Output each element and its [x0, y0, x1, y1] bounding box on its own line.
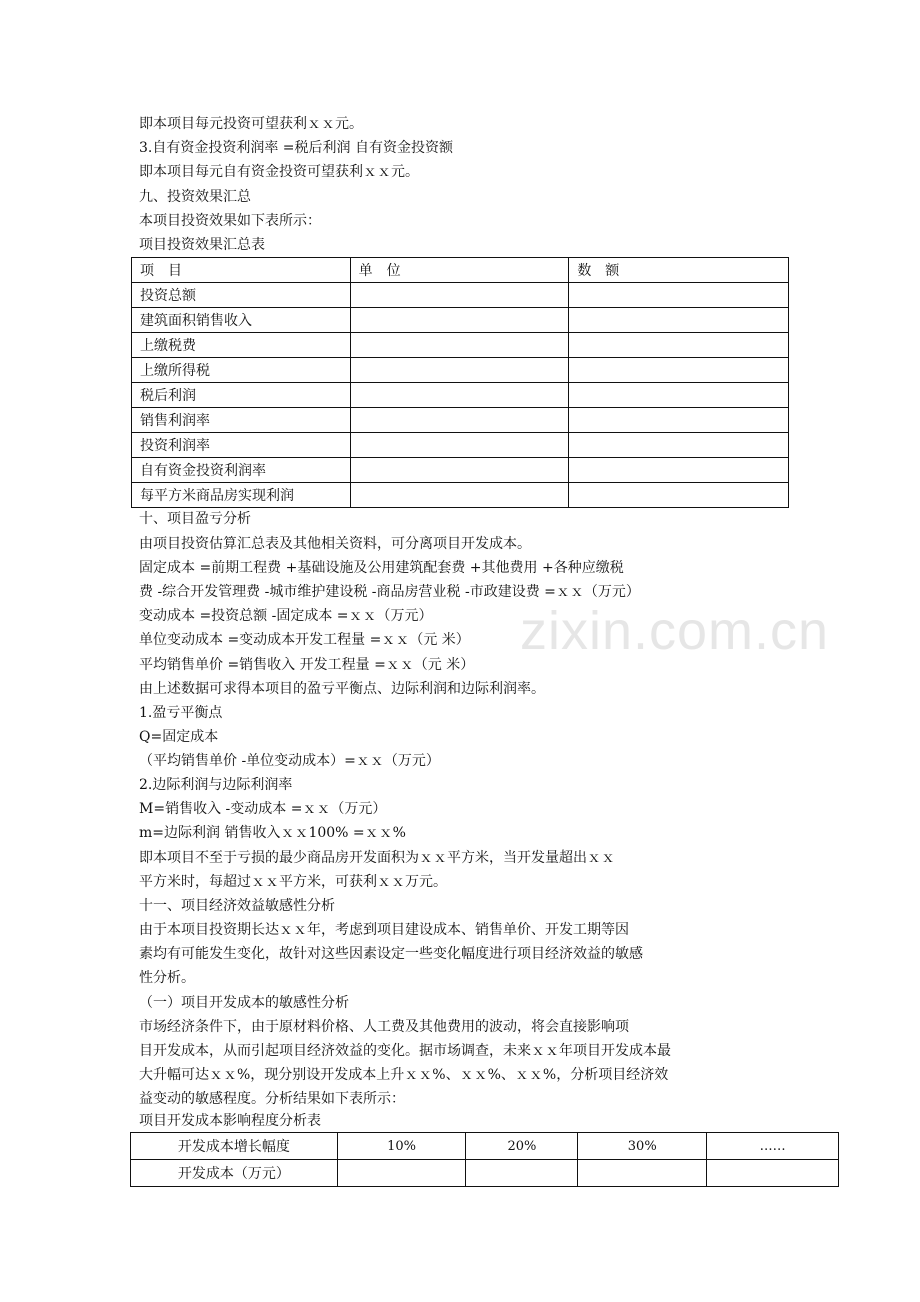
formula-line: 固定成本 =前期工程费 +基础设施及公用建筑配套费 +其他费用 +各种应缴税: [139, 560, 624, 576]
formula-line: 费 -综合开发管理费 -城市维护建设税 -商品房营业税 -市政建设费 =ｘｘ（万元）: [139, 584, 640, 600]
table-cell: 20%: [466, 1133, 578, 1160]
table-row: [132, 358, 789, 383]
row-label: 每平方米商品房实现利润: [132, 483, 351, 508]
table-cell: 10%: [337, 1133, 466, 1160]
table-row: [131, 1133, 839, 1160]
table-cell: [337, 1160, 466, 1187]
table-row: [132, 333, 789, 358]
table-caption: 项目投资效果汇总表: [139, 237, 265, 253]
amount-cell: [569, 283, 789, 308]
text-line: 益变动的敏感程度。分析结果如下表所示：: [139, 1091, 405, 1107]
formula-line: M=销售收入 -变动成本 =ｘｘ（万元）: [139, 801, 387, 817]
text-line: 平方米时，每超过ｘｘ平方米，可获利ｘｘ万元。: [139, 874, 447, 890]
amount-cell: [569, 383, 789, 408]
row-label: 上缴所得税: [132, 358, 351, 383]
formula-line: 单位变动成本 =变动成本开发工程量 =ｘｘ（元 米）: [139, 632, 470, 648]
table-row: [132, 458, 789, 483]
amount-cell: [569, 458, 789, 483]
text-line: 由项目投资估算汇总表及其他相关资料，可分离项目开发成本。: [139, 536, 531, 552]
table-cell: ……: [707, 1133, 839, 1160]
table-row: [132, 308, 789, 333]
row-label: 投资利润率: [132, 433, 351, 458]
row-label: 开发成本增长幅度: [131, 1133, 338, 1160]
text-line: 3.自有资金投资利润率 =税后利润 自有资金投资额: [139, 140, 453, 156]
table-caption: 项目开发成本影响程度分析表: [139, 1113, 321, 1129]
table-row: [131, 1160, 839, 1187]
header-amount: 数 额: [569, 258, 789, 283]
header-unit: 单 位: [350, 258, 569, 283]
row-label: 上缴税费: [132, 333, 351, 358]
text-line: 性分析。: [139, 970, 195, 986]
table-header-row: [132, 258, 789, 283]
subheading: 1.盈亏平衡点: [139, 705, 223, 721]
table-row: [132, 483, 789, 508]
cost-sensitivity-table: [130, 1132, 839, 1187]
table-cell: [707, 1160, 839, 1187]
formula-line: 平均销售单价 =销售收入 开发工程量 =ｘｘ（元 米）: [139, 657, 475, 673]
unit-cell: [350, 458, 569, 483]
row-label: 投资总额: [132, 283, 351, 308]
text-line: 即本项目每元自有资金投资可望获利ｘｘ元。: [139, 164, 419, 180]
amount-cell: [569, 308, 789, 333]
row-label: 开发成本（万元）: [131, 1160, 338, 1187]
header-item: 项 目: [132, 258, 351, 283]
investment-summary-table: [131, 257, 789, 508]
table-cell: [578, 1160, 707, 1187]
watermark: zixin.com.cn: [520, 601, 830, 661]
formula-line: （平均销售单价 -单位变动成本）=ｘｘ（万元）: [139, 753, 440, 769]
text-line: 市场经济条件下，由于原材料价格、人工费及其他费用的波动，将会直接影响项: [139, 1019, 629, 1035]
table-cell: [466, 1160, 578, 1187]
section-heading: 九、投资效果汇总: [139, 189, 251, 205]
unit-cell: [350, 383, 569, 408]
text-line: 目开发成本，从而引起项目经济效益的变化。据市场调查，未来ｘｘ年项目开发成本最: [139, 1043, 671, 1059]
subheading: （一）项目开发成本的敏感性分析: [139, 995, 349, 1011]
subheading: 2.边际利润与边际利润率: [139, 777, 293, 793]
text-line: 大升幅可达ｘｘ%，现分别设开发成本上升ｘｘ%、ｘｘ%、ｘｘ%，分析项目经济效: [139, 1067, 669, 1083]
text-line: 即本项目每元投资可望获利ｘｘ元。: [139, 116, 363, 132]
table-row: [132, 408, 789, 433]
unit-cell: [350, 408, 569, 433]
text-line: 由于本项目投资期长达ｘｘ年，考虑到项目建设成本、销售单价、开发工期等因: [139, 922, 629, 938]
formula-line: Q=固定成本: [139, 729, 219, 745]
text-line: 即本项目不至于亏损的最少商品房开发面积为ｘｘ平方米，当开发量超出ｘｘ: [139, 850, 615, 866]
formula-line: m=边际利润 销售收入ｘｘ100% =ｘｘ%: [139, 825, 406, 841]
unit-cell: [350, 283, 569, 308]
unit-cell: [350, 333, 569, 358]
amount-cell: [569, 333, 789, 358]
unit-cell: [350, 483, 569, 508]
section-heading: 十、项目盈亏分析: [139, 511, 251, 527]
section-heading: 十一、项目经济效益敏感性分析: [139, 898, 335, 914]
table-cell: 30%: [578, 1133, 707, 1160]
text-line: 本项目投资效果如下表所示：: [139, 213, 321, 229]
table-row: [132, 283, 789, 308]
row-label: 税后利润: [132, 383, 351, 408]
row-label: 建筑面积销售收入: [132, 308, 351, 333]
row-label: 自有资金投资利润率: [132, 458, 351, 483]
unit-cell: [350, 433, 569, 458]
amount-cell: [569, 408, 789, 433]
table-row: [132, 383, 789, 408]
row-label: 销售利润率: [132, 408, 351, 433]
table-row: [132, 433, 789, 458]
text-line: 素均有可能发生变化，故针对这些因素设定一些变化幅度进行项目经济效益的敏感: [139, 946, 643, 962]
amount-cell: [569, 358, 789, 383]
formula-line: 变动成本 =投资总额 -固定成本 =ｘｘ（万元）: [139, 608, 433, 624]
amount-cell: [569, 433, 789, 458]
text-line: 由上述数据可求得本项目的盈亏平衡点、边际利润和边际利润率。: [139, 681, 545, 697]
unit-cell: [350, 358, 569, 383]
amount-cell: [569, 483, 789, 508]
unit-cell: [350, 308, 569, 333]
